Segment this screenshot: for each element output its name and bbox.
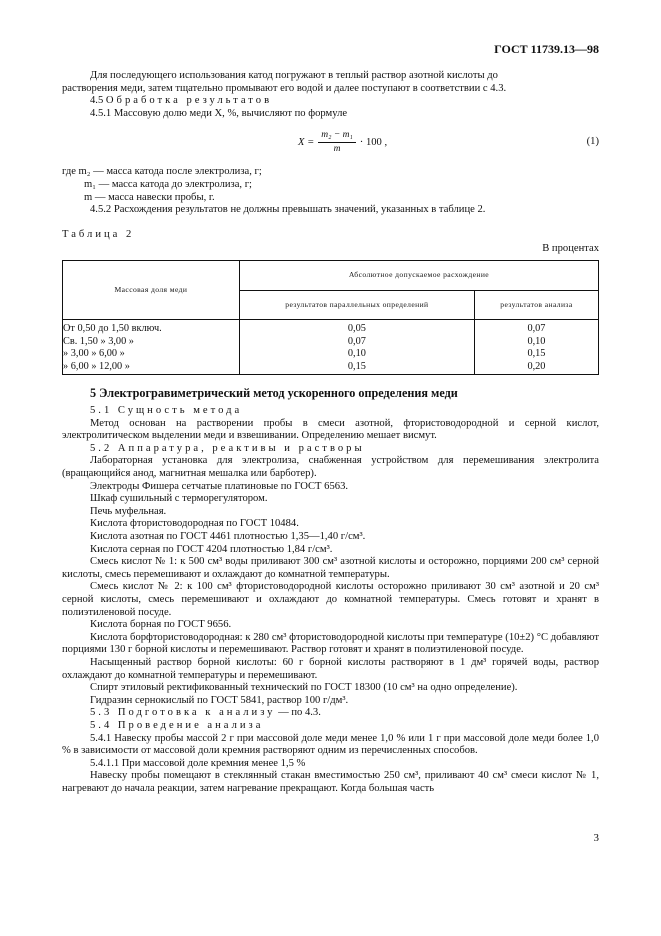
paragraph-5-2-1: Лабораторная установка для электролиза, снабженная устройством для перемешивания электролита (вращающийся анод, магнитная мешалка или барботер).: [62, 455, 599, 480]
paragraph-5-2-6: Кислота азотная по ГОСТ 4461 плотностью 1,35—1,40 г/см³.: [90, 531, 366, 543]
table-row: [63, 361, 599, 374]
formula-denominator: m: [333, 144, 341, 155]
formula-1: [62, 124, 599, 164]
document-code: ГОСТ 11739.13—98: [494, 42, 599, 56]
table-row: [63, 336, 599, 349]
paragraph-4-5-1: 4.5.1 Массовую долю меди X, %, вычисляют по формуле: [90, 107, 348, 119]
page-content: [62, 70, 599, 796]
paragraph-5-2-8: Смесь кислот № 1: к 500 см³ воды приливают 300 см³ азотной кислоты и осторожно, порциями 200 см³ серной кислоты, смесь перемешивают и охлаждают до комнатной температуры.: [62, 556, 599, 580]
table-title: Таблица 2: [62, 228, 135, 240]
intro-line-1: Для последующего использования катод погружают в теплый раствор азотной кислоты до: [90, 70, 498, 81]
paragraph-5-4-1: 5.4.1 Навеску пробы массой 2 г при массовой доле меди менее 1,0 % или 1 г при массовой доле меди более 1,0 % в зависимости от массовой доли кремния растворяют одним из перечисленных способов.: [62, 732, 599, 757]
legend-m2: где m₂ — масса катода после электролиза, г;: [62, 166, 262, 178]
legend-m1: m₁ — масса катода до электролиза, г;: [84, 178, 253, 190]
section-5-heading: 5 Электрогравиметрический метод ускоренного определения меди: [90, 385, 458, 400]
formula-legend: [62, 166, 599, 204]
paragraph-5-2-3: Шкаф сушильный с терморегулятором.: [90, 493, 268, 505]
section-5-3-heading: [62, 707, 599, 720]
table-2: [62, 260, 599, 375]
column-group-header: Абсолютное допускаемое расхождение: [239, 260, 598, 290]
section-title: 5.3 Подготовка к анализу: [90, 707, 276, 719]
section-title: Обработка результатов: [105, 95, 273, 107]
table-units: В процентах: [542, 243, 599, 255]
column-header-analysis: результатов анализа: [474, 290, 598, 320]
section-5-2-heading: 5.2 Аппаратура, реактивы и растворы: [90, 442, 365, 454]
paragraph-5-4-1-1-heading: 5.4.1.1 При массовой доле кремния менее 1,5 %: [90, 757, 306, 769]
section-5-4-heading: 5.4 Проведение анализа: [90, 719, 264, 731]
paragraph-5-2-13: Спирт этиловый ректификованный технический по ГОСТ 18300 (10 см³ на одно определение).: [90, 682, 518, 694]
paragraph-5-2-2: Электроды Фишера сетчатые платиновые по ГОСТ 6563.: [90, 480, 349, 492]
equation-number: (1): [586, 136, 599, 148]
paragraph-4-5-2: 4.5.2 Расхождения результатов не должны превышать значений, указанных в таблице 2.: [90, 204, 486, 216]
paragraph-5-1: Метод основан на растворении пробы в смеси азотной, фтористоводородной и серной кислот, электролитическом выделении меди и взвешивании. Определению мешает висмут.: [62, 417, 599, 442]
cell-analysis: 0,15: [474, 348, 598, 361]
paragraph-5-4-1-1: Навеску пробы помещают в стеклянный стакан вместимостью 250 см³, приливают 40 см³ смеси кислот № 1, нагревают до начала реакции, затем нагревание прекращают. Когда большая часть: [62, 770, 599, 794]
section-5-1-heading: 5.1 Сущность метода: [90, 405, 243, 417]
cell-parallel: 0,07: [239, 336, 474, 349]
cell-analysis: 0,07: [474, 320, 598, 336]
section-tail: — по 4.3.: [275, 707, 321, 719]
formula-numerator: m₂ − m₁: [318, 130, 356, 143]
cell-analysis: 0,20: [474, 361, 598, 374]
cell-range: От 0,50 до 1,50 включ.: [63, 320, 240, 336]
formula-fraction: [318, 130, 356, 155]
paragraph-5-2-5: Кислота фтористоводородная по ГОСТ 10484.: [90, 518, 299, 530]
cell-parallel: 0,15: [239, 361, 474, 374]
paragraph-5-2-10: Кислота борная по ГОСТ 9656.: [90, 619, 232, 631]
paragraph-5-2-11: Кислота борфтористоводородная: к 280 см³ фтористоводородной кислоты при температуре (10±2) °С добавляют порциями 130 г борной кислоты и перемешивают. Раствор готовят и хранят в полиэтиленовой посуде.: [62, 631, 599, 656]
cell-parallel: 0,05: [239, 320, 474, 336]
legend-m: m — масса навески пробы, г.: [84, 191, 215, 203]
cell-range: Св. 1,50 » 3,00 »: [63, 336, 240, 349]
formula-multiplier: · 100 ,: [359, 136, 388, 148]
cell-analysis: 0,10: [474, 336, 598, 349]
paragraph-5-2-7: Кислота серная по ГОСТ 4204 плотностью 1,84 г/см³.: [90, 543, 333, 555]
formula-lhs: X =: [298, 136, 315, 148]
page-number: 3: [593, 832, 599, 844]
section-number: 4.5: [90, 95, 104, 107]
column-header-parallel: результатов параллельных определений: [239, 290, 474, 320]
paragraph-5-2-14: Гидразин сернокислый по ГОСТ 5841, раствор 100 г/дм³.: [90, 694, 349, 706]
table-row: [63, 320, 599, 336]
paragraph-5-2-4: Печь муфельная.: [90, 505, 167, 517]
paragraph-5-2-9: Смесь кислот № 2: к 100 см³ фтористоводородной кислоты осторожно приливают 30 см³ азотной и 20 см³ серной кислоты, смесь перемешивают и охлаждают до комнатной температуры. Смесь готовят и хранят в полиэтиленовой посуде.: [62, 581, 599, 618]
table-row: [63, 348, 599, 361]
cell-range: » 3,00 » 6,00 »: [63, 348, 240, 361]
section-4-5-heading: [62, 95, 599, 108]
cell-parallel: 0,10: [239, 348, 474, 361]
intro-line-2: растворения меди, затем тщательно промывают его водой и далее поступают в соответствии с 4.3.: [62, 82, 507, 94]
paragraph-5-2-12: Насыщенный раствор борной кислоты: 60 г борной кислоты растворяют в 1 дм³ горячей воды, раствор охлаждают до комнатной температуры и перемешивают.: [62, 656, 599, 681]
column-header-mass-fraction: Массовая доля меди: [63, 260, 240, 319]
cell-range: » 6,00 » 12,00 »: [63, 361, 240, 374]
